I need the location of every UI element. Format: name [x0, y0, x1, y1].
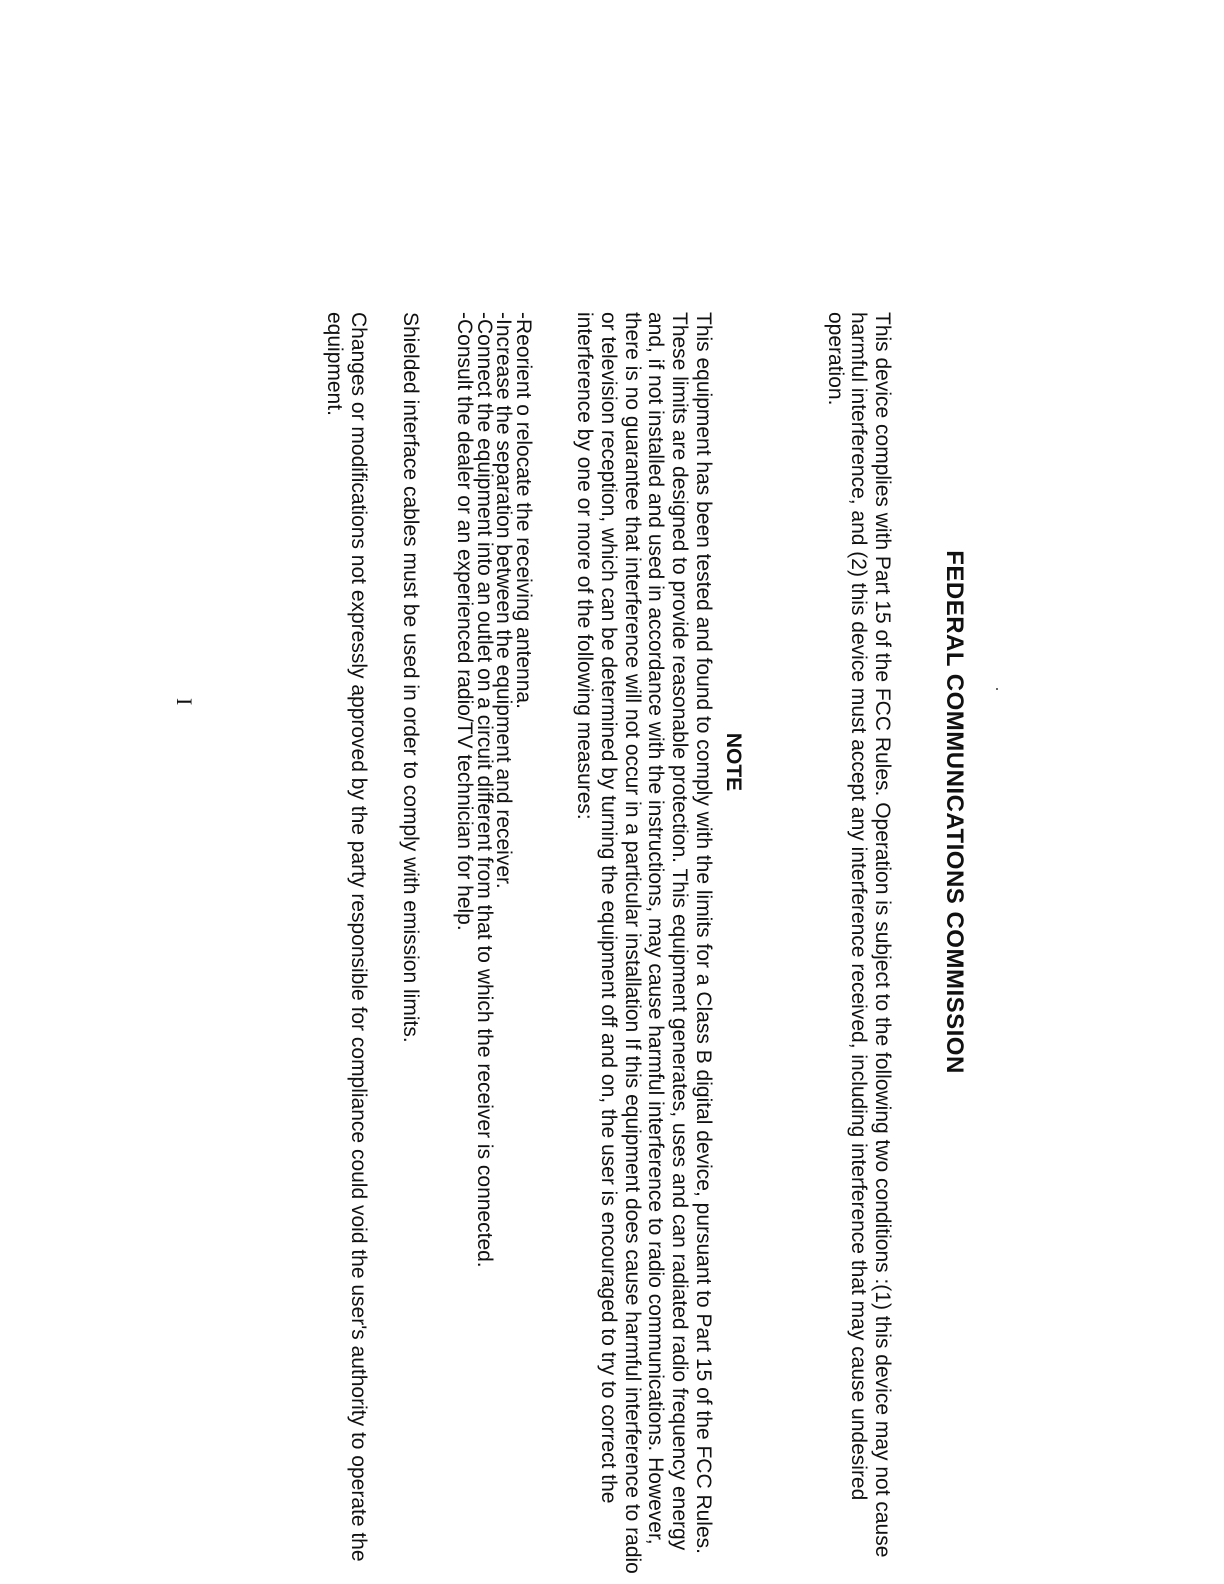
measure-item: -Consult the dealer or an experienced radio/TV technician for help. [453, 312, 477, 931]
page-number: I [172, 698, 197, 706]
measure-item: -Increase the separation between the equipment and receiver. [492, 312, 516, 889]
measure-item: -Reorient o relocate the receiving antenna. [511, 312, 535, 709]
intro-paragraph: This device complies with Part 15 of the FCC Rules. Operation is subject to the following two conditions :(1) this device may not cause harmful interference, and (2) this device must accept any interference received, including interference that may cause undesired operation. [823, 312, 894, 1558]
note-heading: NOTE [721, 732, 745, 792]
measures-list [455, 312, 533, 1580]
page-title: FEDERAL COMMUNICATIONS COMMISSION [941, 550, 968, 1074]
note-paragraph: This equipment has been tested and found to comply with the limits for a Class B digital device, pursuant to Part 15 of the FCC Rules. These limits are designed to provide reasonable protection. This equipment generates, uses and can radiated radio frequency energy and, if not installed and used in accordance with the instructions, may cause harmful interference to radio communications. However, there is no guarantee that interference will not occur in a particular installation If this equipment does cause harmful interference to radio or television reception, which can be determined by turning the equipment off and on, the user is encouraged to try to correct the interference by one or more of the following measures: [573, 312, 715, 1574]
measure-item: -Connect the equipment into an outlet on a circuit different from that to which the receiver is connected. [472, 312, 496, 1268]
shielded-cables-paragraph: Shielded interface cables must be used in order to comply with emission limits. [398, 312, 422, 1043]
document-body [323, 312, 968, 1580]
scan-speck [996, 688, 998, 690]
changes-paragraph: Changes or modifications not expressly approved by the party responsible for compliance could void the user's authority to operate the equipment. [323, 312, 370, 1562]
